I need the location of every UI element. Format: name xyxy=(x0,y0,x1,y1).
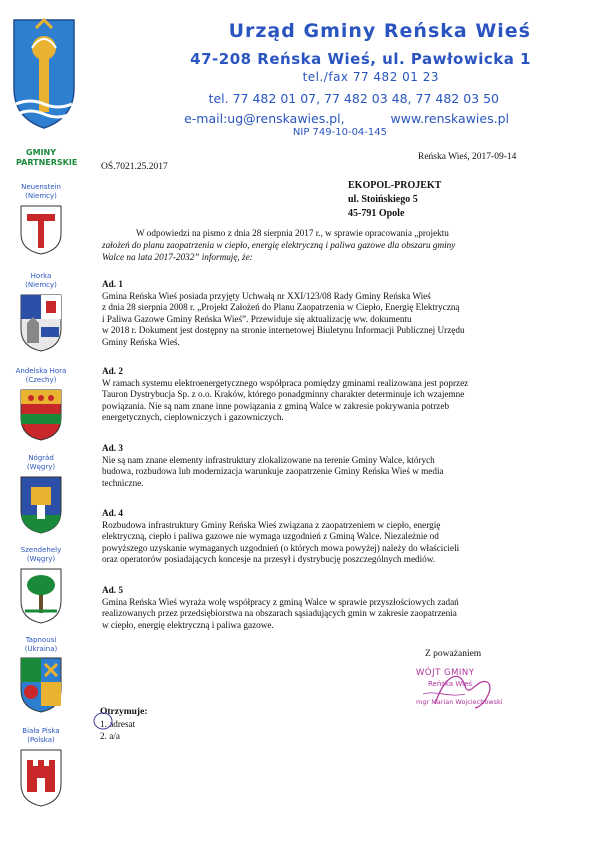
section-line: Nie są nam znane elementy infrastruktury zlokalizowane na terenie Gminy Walce, których xyxy=(102,455,435,465)
office-name: Urząd Gminy Reńska Wieś xyxy=(228,20,531,42)
partner-nograd: Nógrád (Węgry) xyxy=(26,454,56,471)
letter-reference: OŚ.7021.25.2017 xyxy=(101,162,168,172)
office-phones: tel. 77 482 01 07, 77 482 03 48, 77 482 03 50 xyxy=(208,91,499,106)
intro-line: W odpowiedzi na pismo z dnia 28 sierpnia 2017 r., w sprawie opracowania „projektu xyxy=(136,228,449,238)
section-line: Gmina Reńska Wieś posiada przyjęty Uchwałą nr XXI/123/08 Rady Gminy Reńska Wieś xyxy=(102,291,431,301)
office-email[interactable]: e-mail:ug@renskawies.pl, xyxy=(184,111,345,126)
biala-piska-crest-icon xyxy=(19,748,63,808)
section-line: realizowanych przez przedsiębiorstwa na obszarach sąsiadujących gmin w zakresie zaopatrzenia xyxy=(102,608,457,618)
section-line: powyższego uzyskanie wymaganych uzgodnień (o których mowa powyżej) należy do właścicieli xyxy=(102,543,460,553)
recipient-street: ul. Stoińskiego 5 xyxy=(348,194,418,205)
section-heading: Ad. 2 xyxy=(102,366,123,376)
office-telfax: tel./fax 77 482 01 23 xyxy=(302,70,439,84)
office-contact xyxy=(184,111,509,126)
section-heading: Ad. 5 xyxy=(102,585,123,595)
partner-horka: Horka (Niemcy) xyxy=(25,272,57,289)
intro-line: Walce na lata 2017-2032” informuję, że: xyxy=(102,252,253,262)
partner-andelska-hora: Andelska Hora (Czechy) xyxy=(15,367,67,384)
recipient-block xyxy=(348,179,441,221)
stamp-municipality: Reńska Wieś xyxy=(428,680,473,688)
letter-place-date: Reńska Wieś, 2017-09-14 xyxy=(418,152,517,162)
municipality-crest xyxy=(12,18,76,130)
section-line: Gmina Reńska Wieś wyraża wolę współpracy z gminą Walce w sprawie przyszłościowych zadań xyxy=(102,597,459,607)
szendehely-crest-icon xyxy=(19,567,63,625)
stamp-title: WÓJT GMINY xyxy=(416,668,475,678)
section-line: energetycznych, cieplowniczych i gazowniczych. xyxy=(102,412,284,422)
section-line: W ramach systemu elektroenergetycznego współpraca pomiędzy gminami realizowana jest poprzez xyxy=(102,378,469,388)
closing: Z poważaniem xyxy=(425,649,482,659)
section-line: Tauron Dystrybucja Sp. z o.o. Kraków, którego ponadgminny charakter determinuje ich wzajemne xyxy=(102,389,465,399)
office-address: 47-208 Reńska Wieś, ul. Pawłowicka 1 xyxy=(190,50,531,68)
section-heading: Ad. 4 xyxy=(102,508,123,518)
partner-neuenstein: Neuenstein (Niemcy) xyxy=(21,183,61,200)
received-item: 2. a/a xyxy=(100,731,120,741)
received-item: 1. adresat xyxy=(100,719,136,729)
section-heading: Ad. 3 xyxy=(102,443,123,453)
handwritten-circle-mark xyxy=(92,711,114,731)
section-line: techniczne. xyxy=(102,478,144,488)
tapnousi-crest-icon xyxy=(19,656,63,714)
section-line: i Paliwa Gazowe Gminy Reńska Wieś”. Przewiduje się aktualizację ww. dokumentu xyxy=(102,314,412,324)
section-line: z dnia 28 sierpnia 2008 r. „Projekt Założeń do Planu Zaopatrzenia w Ciepło, Energię Elektryczną xyxy=(102,302,460,312)
section-line: w ciepło, energię elektryczną i paliwa gazowe. xyxy=(102,620,274,630)
office-website[interactable]: www.renskawies.pl xyxy=(390,111,509,126)
recipient-name: EKOPOL-PROJEKT xyxy=(348,180,442,191)
horka-crest-icon xyxy=(19,293,63,353)
stamp-signatory: mgr Marian Wojciechowski xyxy=(416,698,503,706)
section-line: Gminy Reńska Wieś. xyxy=(102,337,180,347)
partner-biala-piska: Biała Piska (Polska) xyxy=(22,727,60,744)
nograd-crest-icon xyxy=(19,475,63,535)
section-line: w 2018 r. Dokument jest dostępny na stronie internetowej Biuletynu Informacji Publicznej Urzędu xyxy=(102,325,465,335)
sidebar-title: GMINY PARTNERSKIE xyxy=(16,148,78,167)
andelska-hora-crest-icon xyxy=(19,388,63,442)
office-nip: NIP 749-10-04-145 xyxy=(292,127,387,138)
recipient-city: 45-791 Opole xyxy=(348,208,405,219)
section-line: powiązania. Nie są nam znane inne powiązania z gminą Walce w zakresie pokrywania potrzeb xyxy=(102,401,450,411)
section-line: budowa, rozbudowa lub modernizacja warunkuje zaopatrzenie Gminy Reńska Wieś w media xyxy=(102,466,444,476)
section-line: Rozbudowa infrastruktury Gminy Reńska Wieś związana z zaopatrzeniem w ciepło, energię xyxy=(102,520,441,530)
section-line: elektryczną, ciepło i paliwa gazowe nie wymaga uzgodnień z Gminą Walce. Niezależnie od xyxy=(102,531,439,541)
partner-tapnousi: Tapnousi (Ukraina) xyxy=(24,636,58,653)
section-heading: Ad. 1 xyxy=(102,279,123,289)
received-label: Otrzymuje: xyxy=(100,707,148,717)
partner-szendehely: Szendehely (Węgry) xyxy=(20,546,62,563)
neuenstein-crest-icon xyxy=(19,204,63,256)
handwritten-signature xyxy=(415,664,520,712)
intro-line: założeń do planu zaopatrzenia w ciepło, energię elektryczną i paliwa gazowe dla obszaru gminy xyxy=(102,240,456,250)
section-line: oraz operatorów posiadających koncesje na przesył i dystrybucję poszczególnych mediów. xyxy=(102,554,436,564)
